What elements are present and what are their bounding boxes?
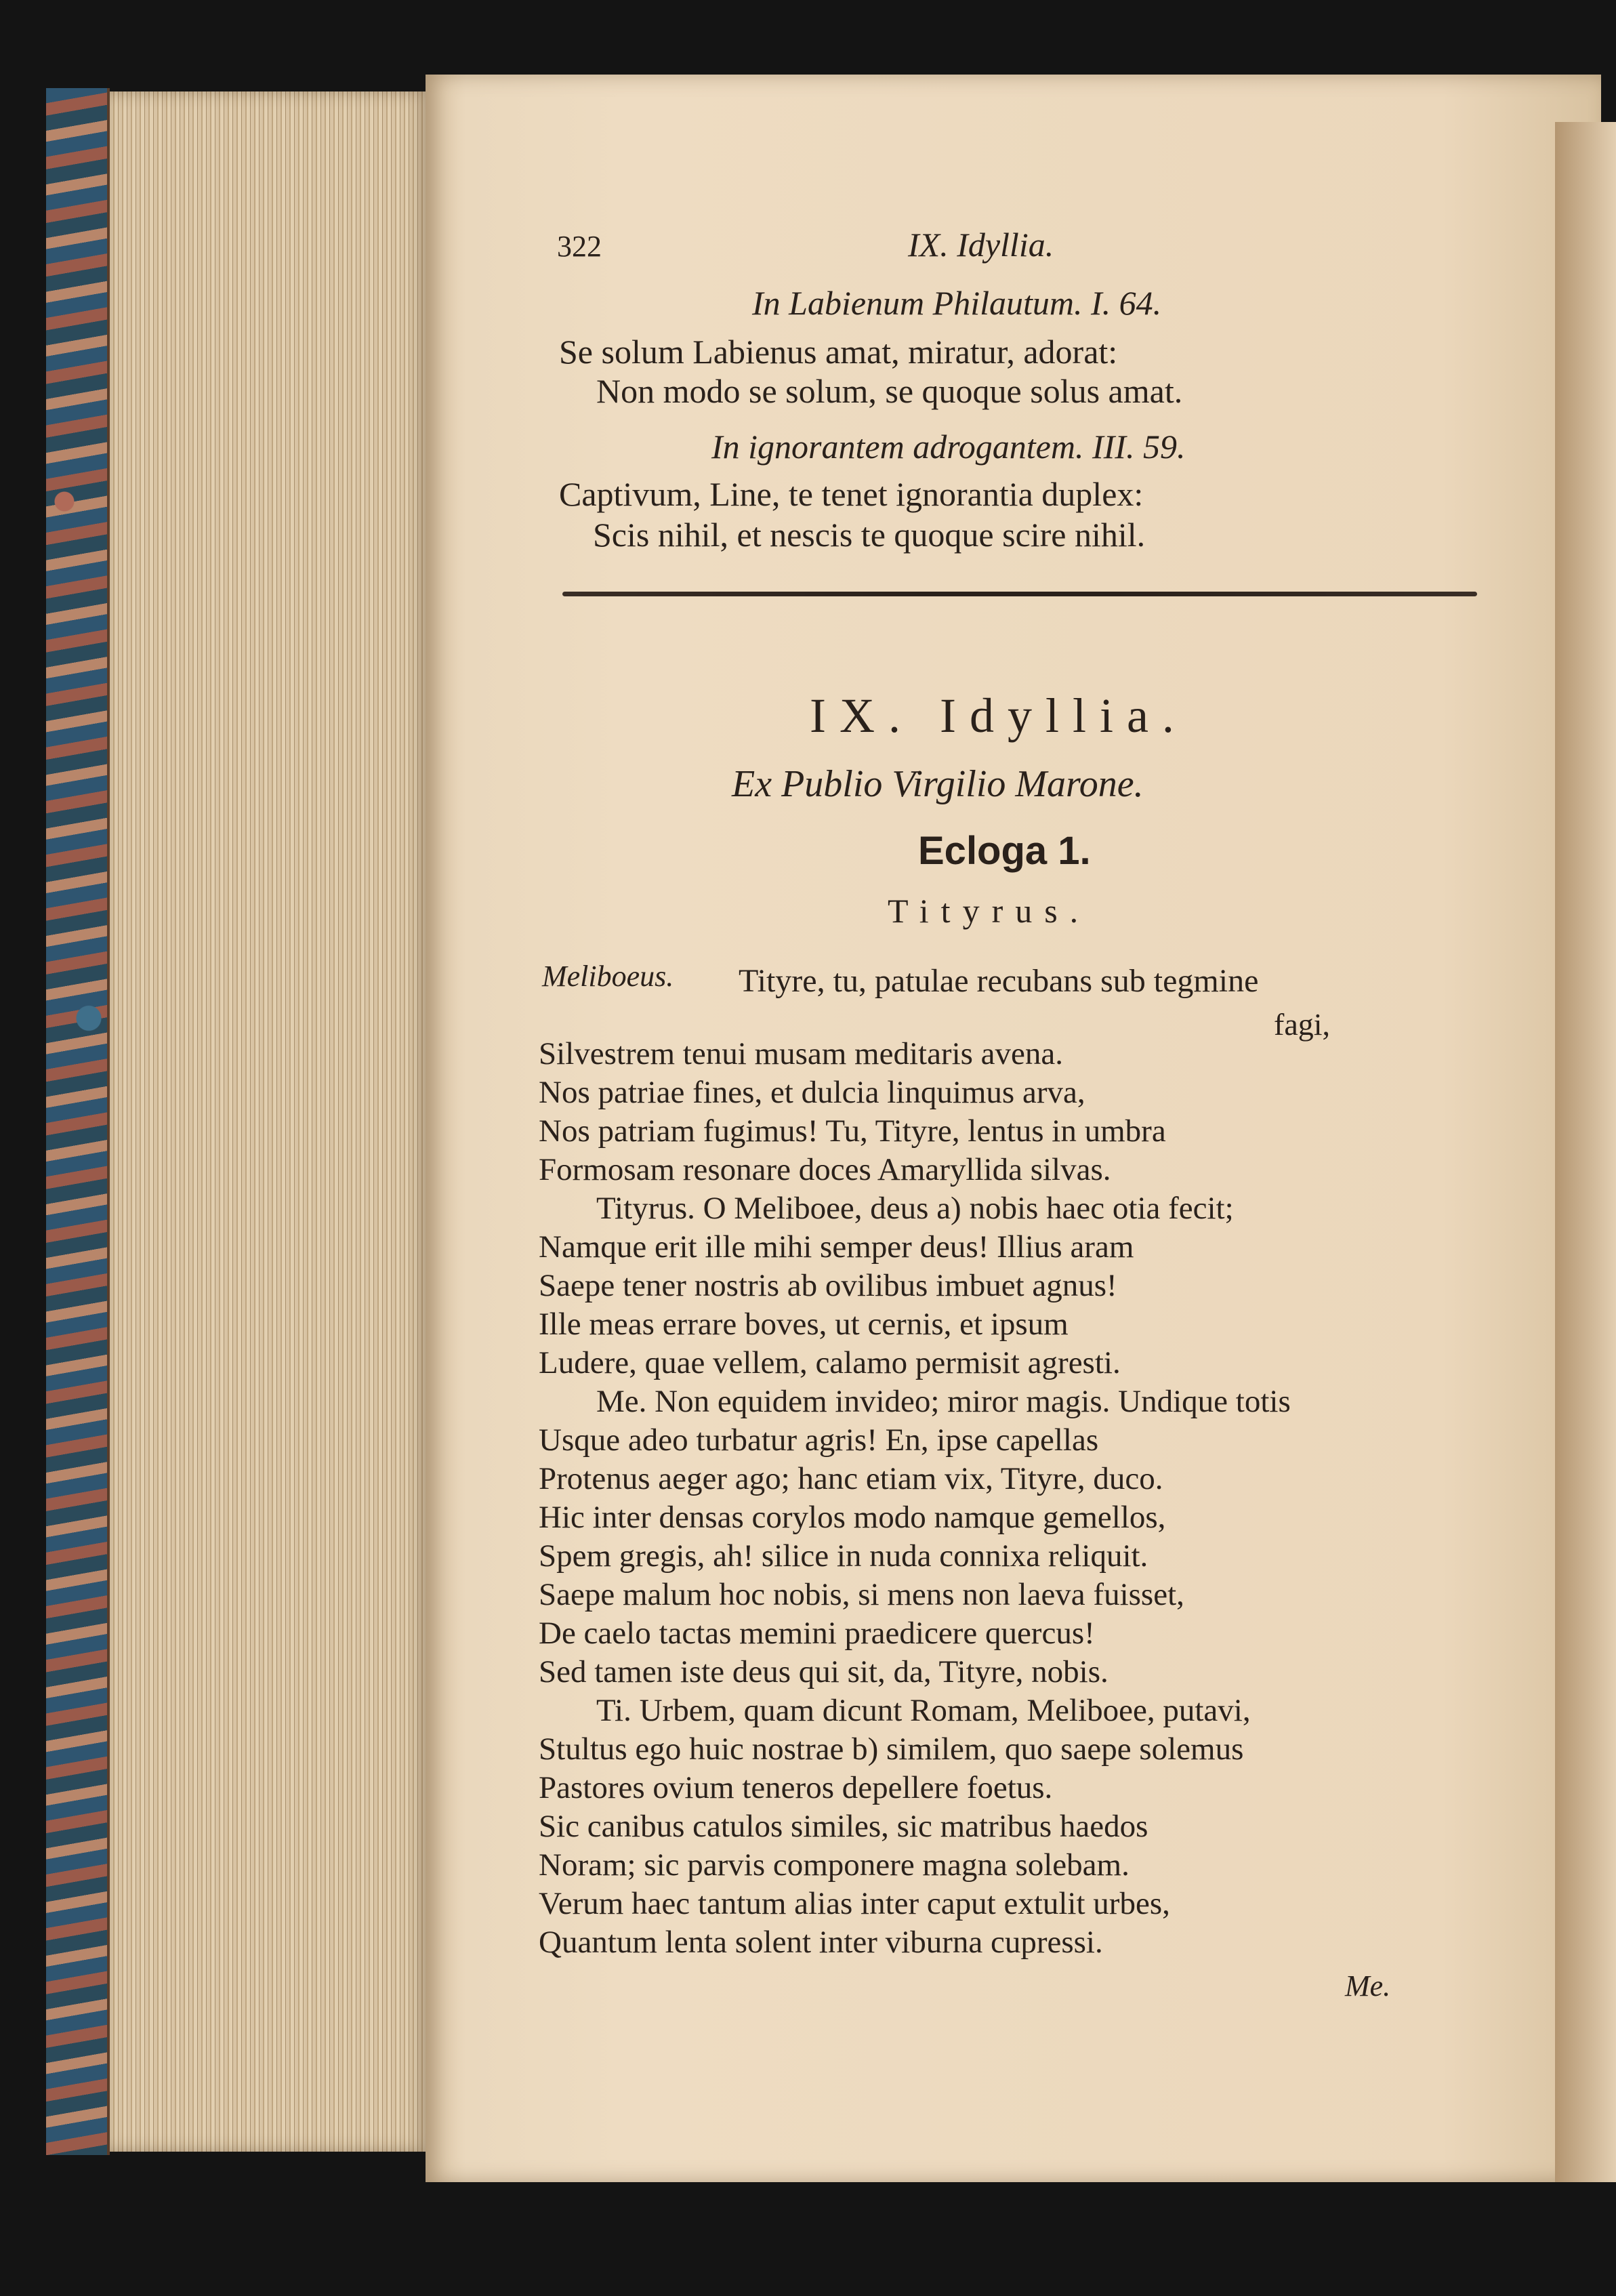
poem-line: Noram; sic parvis componere magna solebam.: [539, 1847, 1130, 1883]
poem-line: Saepe tener nostris ab ovilibus imbuet agnus!: [539, 1268, 1117, 1303]
epigram2-title: In ignorantem adrogantem. III. 59.: [711, 428, 1186, 466]
poem-line: De caelo tactas memini praedicere quercus!: [539, 1616, 1095, 1651]
poem-line: Usque adeo turbatur agris! En, ipse capellas: [539, 1422, 1099, 1458]
epigram2-line-2: Scis nihil, et nescis te quoque scire nihil.: [593, 516, 1146, 554]
section-divider: [562, 592, 1477, 596]
epigram1-line-1: Se solum Labienus amat, miratur, adorat:: [559, 333, 1118, 371]
poem-first-line: Tityre, tu, patulae recubans sub tegmine: [739, 963, 1259, 999]
poem-line: Stultus ego huic nostrae b) similem, quo saepe solemus: [539, 1731, 1244, 1767]
catchword: Me.: [1345, 1969, 1391, 2003]
poem-line: Ille meas errare boves, ut cernis, et ipsum: [539, 1307, 1069, 1342]
poem-line: Namque erit ille mihi semper deus! Illius aram: [539, 1229, 1134, 1265]
page-number: 322: [557, 230, 602, 263]
section-author: Ex Publio Virgilio Marone.: [732, 763, 1144, 805]
poem-line: Hic inter densas corylos modo namque gemellos,: [539, 1500, 1166, 1535]
poem-name: Tityrus.: [888, 892, 1091, 930]
poem-first-line-cont: fagi,: [1274, 1007, 1331, 1042]
poem-line: Protenus aeger ago; hanc etiam vix, Tityre, duco.: [539, 1461, 1163, 1496]
marbled-cover-edge: [46, 88, 110, 2155]
poem-line: Sic canibus catulos similes, sic matribus haedos: [539, 1809, 1148, 1844]
section-heading: IX. Idyllia.: [810, 689, 1188, 743]
ecloga-title: Ecloga 1.: [918, 829, 1091, 873]
poem-line: Formosam resonare doces Amaryllida silvas.: [539, 1152, 1111, 1187]
first-speaker: Meliboeus.: [542, 960, 674, 993]
poem-line: Tityrus. O Meliboee, deus a) nobis haec otia fecit;: [596, 1191, 1234, 1226]
poem-line: Nos patriam fugimus! Tu, Tityre, lentus in umbra: [539, 1113, 1166, 1149]
poem-line: Sed tamen iste deus qui sit, da, Tityre, nobis.: [539, 1654, 1109, 1689]
poem-line: Verum haec tantum alias inter caput extulit urbes,: [539, 1886, 1170, 1921]
page-stack-edge: [110, 91, 428, 2152]
poem-line: Pastores ovium teneros depellere foetus.: [539, 1770, 1053, 1805]
facing-page-edge: [1555, 122, 1616, 2182]
running-title: IX. Idyllia.: [908, 226, 1054, 264]
poem-line: Ludere, quae vellem, calamo permisit agresti.: [539, 1345, 1121, 1380]
poem-line: Saepe malum hoc nobis, si mens non laeva fuisset,: [539, 1577, 1184, 1612]
epigram1-line-2: Non modo se solum, se quoque solus amat.: [596, 372, 1183, 410]
poem-line: Nos patriae fines, et dulcia linquimus arva,: [539, 1075, 1085, 1110]
poem-line: Silvestrem tenui musam meditaris avena.: [539, 1036, 1064, 1071]
epigram1-title: In Labienum Philautum. I. 64.: [752, 284, 1162, 322]
poem-line: Me. Non equidem invideo; miror magis. Undique totis: [596, 1384, 1291, 1419]
poem-line: Ti. Urbem, quam dicunt Romam, Meliboee, putavi,: [596, 1693, 1251, 1728]
poem-line: Spem gregis, ah! silice in nuda connixa reliquit.: [539, 1538, 1148, 1574]
epigram2-line-1: Captivum, Line, te tenet ignorantia duplex:: [559, 475, 1144, 513]
poem-line: Quantum lenta solent inter viburna cupressi.: [539, 1925, 1103, 1960]
